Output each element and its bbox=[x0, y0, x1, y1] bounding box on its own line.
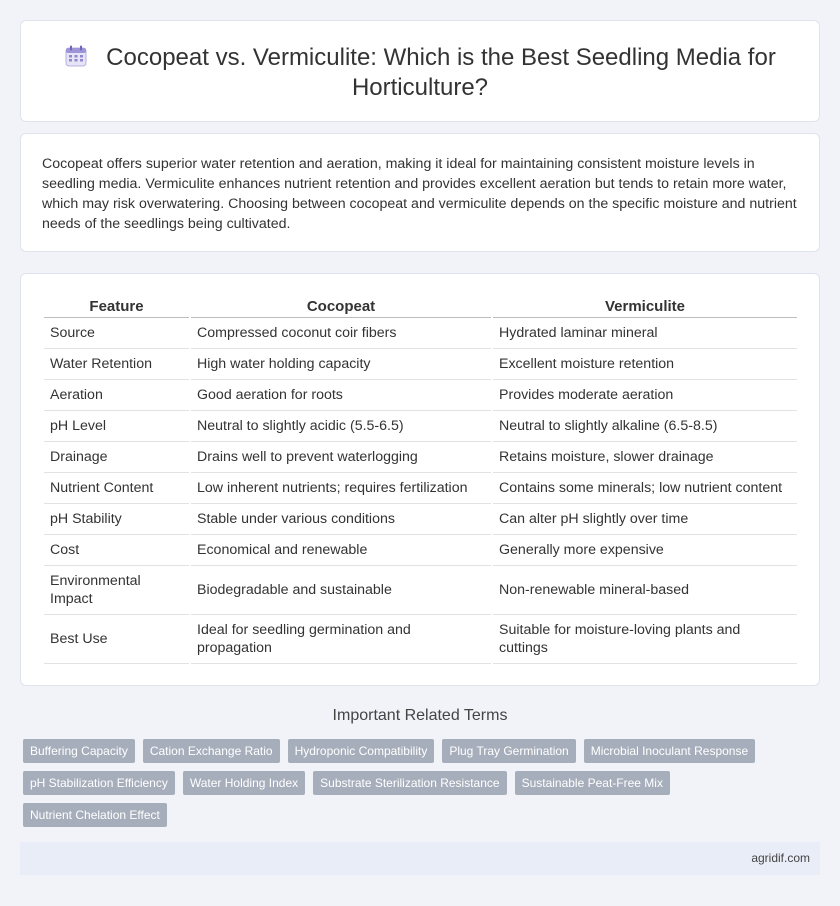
related-terms-title: Important Related Terms bbox=[332, 707, 508, 724]
comparison-card bbox=[20, 273, 820, 686]
cocopeat-cell: High water holding capacity bbox=[191, 349, 491, 380]
term-tag[interactable]: Sustainable Peat-Free Mix bbox=[515, 771, 670, 795]
cocopeat-cell: Good aeration for roots bbox=[191, 380, 491, 411]
table-row bbox=[44, 504, 797, 535]
vermiculite-cell: Provides moderate aeration bbox=[493, 380, 797, 411]
feature-cell: Nutrient Content bbox=[44, 473, 189, 504]
title-card bbox=[20, 20, 820, 122]
cocopeat-cell: Low inherent nutrients; requires fertilization bbox=[191, 473, 491, 504]
page-title: Cocopeat vs. Vermiculite: Which is the Best Seedling Media for Horticulture? bbox=[106, 44, 776, 101]
cocopeat-cell: Economical and renewable bbox=[191, 535, 491, 566]
cocopeat-cell: Biodegradable and sustainable bbox=[191, 566, 491, 615]
comparison-table bbox=[42, 296, 799, 664]
table-row bbox=[44, 442, 797, 473]
table-row bbox=[44, 473, 797, 504]
table-row bbox=[44, 349, 797, 380]
header-vermiculite: Vermiculite bbox=[493, 296, 797, 318]
feature-cell: Cost bbox=[44, 535, 189, 566]
vermiculite-cell: Can alter pH slightly over time bbox=[493, 504, 797, 535]
cocopeat-cell: Neutral to slightly acidic (5.5-6.5) bbox=[191, 411, 491, 442]
term-tag[interactable]: Hydroponic Compatibility bbox=[288, 739, 435, 763]
vermiculite-cell: Non-renewable mineral-based bbox=[493, 566, 797, 615]
term-tag[interactable]: Cation Exchange Ratio bbox=[143, 739, 280, 763]
header-feature: Feature bbox=[44, 296, 189, 318]
footer bbox=[20, 842, 820, 875]
intro-card bbox=[20, 133, 820, 252]
table-row bbox=[44, 566, 797, 615]
table-header-row bbox=[44, 296, 797, 318]
vermiculite-cell: Retains moisture, slower drainage bbox=[493, 442, 797, 473]
table-row bbox=[44, 411, 797, 442]
table-row bbox=[44, 535, 797, 566]
footer-site-link[interactable]: agridif.com bbox=[751, 851, 810, 865]
term-tag[interactable]: Water Holding Index bbox=[183, 771, 305, 795]
cocopeat-cell: Ideal for seedling germination and propagation bbox=[191, 615, 491, 664]
cocopeat-cell: Compressed coconut coir fibers bbox=[191, 318, 491, 349]
term-tag[interactable]: Plug Tray Germination bbox=[442, 739, 575, 763]
vermiculite-cell: Hydrated laminar mineral bbox=[493, 318, 797, 349]
feature-cell: pH Stability bbox=[44, 504, 189, 535]
feature-cell: Source bbox=[44, 318, 189, 349]
cocopeat-cell: Drains well to prevent waterlogging bbox=[191, 442, 491, 473]
feature-cell: pH Level bbox=[44, 411, 189, 442]
feature-cell: Aeration bbox=[44, 380, 189, 411]
page-title-wrap bbox=[21, 43, 819, 103]
vermiculite-cell: Suitable for moisture-loving plants and cuttings bbox=[493, 615, 797, 664]
table-row bbox=[44, 380, 797, 411]
term-tag[interactable]: pH Stabilization Efficiency bbox=[23, 771, 175, 795]
vermiculite-cell: Contains some minerals; low nutrient content bbox=[493, 473, 797, 504]
calendar-icon bbox=[64, 44, 88, 68]
cocopeat-cell: Stable under various conditions bbox=[191, 504, 491, 535]
feature-cell: Best Use bbox=[44, 615, 189, 664]
term-tag[interactable]: Substrate Sterilization Resistance bbox=[313, 771, 506, 795]
feature-cell: Water Retention bbox=[44, 349, 189, 380]
feature-cell: Environmental Impact bbox=[44, 566, 189, 615]
vermiculite-cell: Generally more expensive bbox=[493, 535, 797, 566]
table-row bbox=[44, 318, 797, 349]
term-tag[interactable]: Buffering Capacity bbox=[23, 739, 135, 763]
term-tag[interactable]: Nutrient Chelation Effect bbox=[23, 803, 167, 827]
table-row bbox=[44, 615, 797, 664]
related-terms-list bbox=[23, 739, 813, 835]
header-cocopeat: Cocopeat bbox=[191, 296, 491, 318]
intro-text: Cocopeat offers superior water retention and aeration, making it ideal for maintaining consistent moisture levels in seedling media. Vermiculite enhances nutrient retention and provides excellent aeration but tends to retain more water, which may risk overwatering. Choosing between cocopeat and vermiculite depends on the specific moisture and nutrient needs of the seedlings being cultivated. bbox=[42, 156, 797, 232]
vermiculite-cell: Excellent moisture retention bbox=[493, 349, 797, 380]
vermiculite-cell: Neutral to slightly alkaline (6.5-8.5) bbox=[493, 411, 797, 442]
feature-cell: Drainage bbox=[44, 442, 189, 473]
term-tag[interactable]: Microbial Inoculant Response bbox=[584, 739, 755, 763]
